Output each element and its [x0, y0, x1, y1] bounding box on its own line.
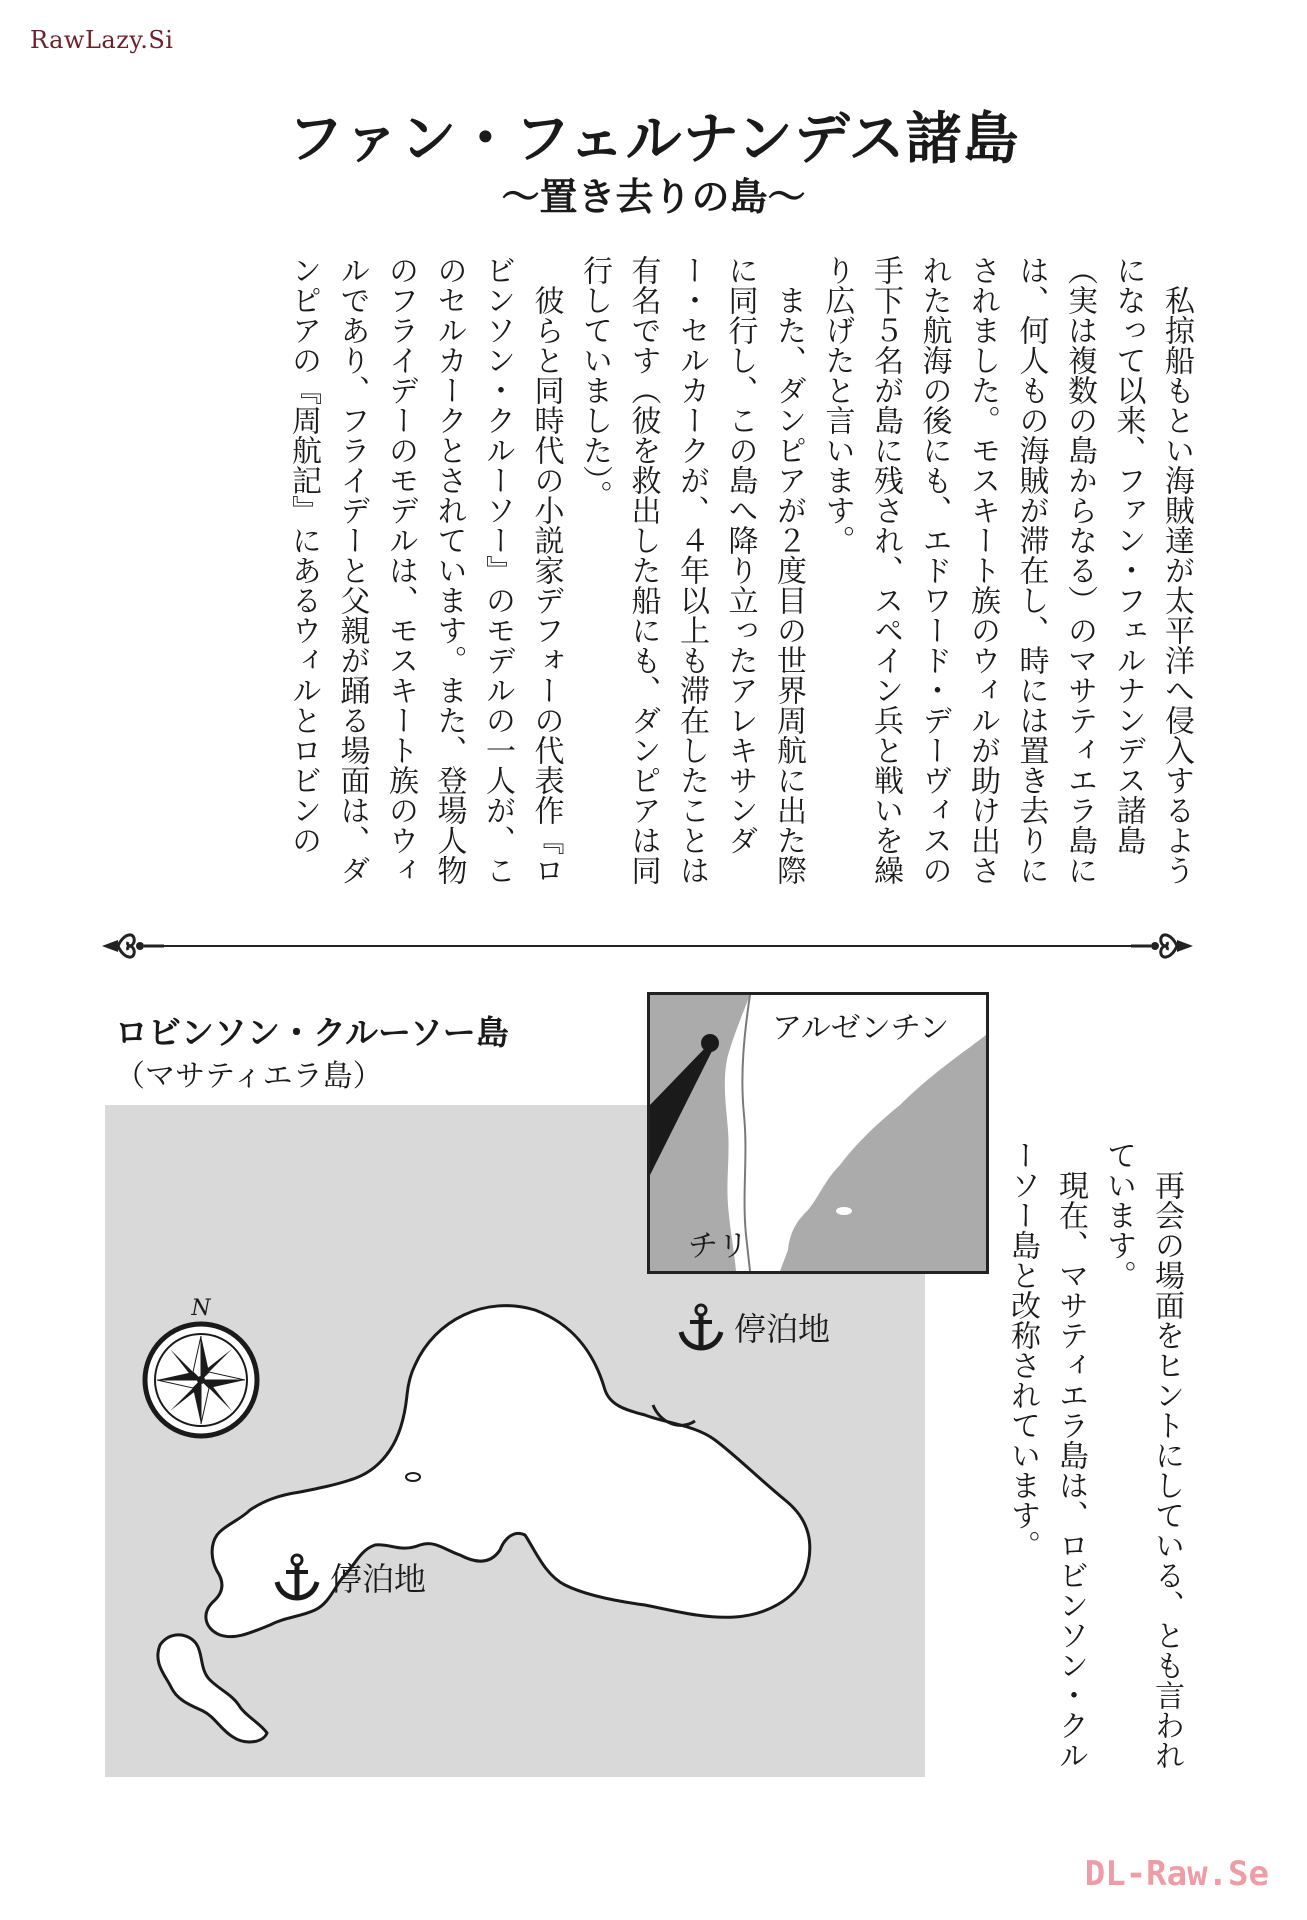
- article-paragraph: 私掠船もとい海賊達が太平洋へ侵入するようになって以来、ファン・フェルナンデス諸島（実は複数の島からなる）のマサティエラ島には、何人もの海賊が滞在し、時には置き去りにされました。モスキート族のウィルが助け出された航海の後にも、エドワード・デーヴィスの手下５名が島に残され、スペイン兵と戦いを繰り広げたと言います。: [819, 255, 1194, 885]
- watermark-top: RawLazy.Si: [30, 26, 174, 54]
- fleur-left-icon: [100, 922, 164, 970]
- ornamental-divider: [100, 922, 1195, 970]
- article-paragraph: 彼らと同時代の小説家デフォーの代表作『ロビンソン・クルーソー』のモデルの一人が、このセルカークとされています。また、登場人物のフライデーのモデルは、モスキート族のウィルであり、フライデーと父親が踊る場面は、ダンピアの『周航記』にあるウィルとロビンの: [286, 255, 564, 885]
- map-title: ロビンソン・クルーソー島: [115, 1013, 509, 1052]
- article-text: [100, 255, 1200, 895]
- anchorage-label-northeast: [676, 1302, 830, 1352]
- divider-line: [160, 945, 1135, 947]
- side-paragraph: 再会の場面をヒントにしている、とも言われています。: [1101, 1140, 1184, 1770]
- compass-north-label: N: [191, 1296, 211, 1321]
- anchor-icon: [272, 1552, 322, 1602]
- map-subtitle: （マサティエラ島）: [115, 1059, 383, 1094]
- page-title: ファン・フェルナンデス諸島: [287, 107, 1020, 172]
- anchorage-text: 停泊地: [330, 1560, 427, 1598]
- compass-rose-icon: [145, 1324, 257, 1436]
- anchorage-text: 停泊地: [734, 1310, 831, 1348]
- side-paragraph: 現在、マサティエラ島は、ロビンソン・クルーソー島と改称されています。: [1005, 1140, 1088, 1770]
- side-text: [1000, 1140, 1190, 1790]
- article-paragraph: また、ダンピアが２度目の世界周航に出た際に同行し、この島へ降り立ったアレキサンダー・セルカークが、４年以上も滞在したことは有名です（彼を救出した船にも、ダンピアは同行していました）。: [577, 255, 806, 885]
- southwest-island-shape: [158, 1635, 267, 1742]
- fleur-right-icon: [1131, 922, 1195, 970]
- label-chile: チリ: [688, 1229, 748, 1264]
- anchorage-label-southwest: [272, 1552, 426, 1602]
- inset-locator-map: [647, 992, 989, 1274]
- label-argentina: アルゼンチン: [772, 1011, 950, 1046]
- watermark-bottom: DL-Raw.Se: [1084, 1854, 1269, 1894]
- page-subtitle: 〜置き去りの島〜: [501, 175, 806, 219]
- anchor-icon: [676, 1302, 726, 1352]
